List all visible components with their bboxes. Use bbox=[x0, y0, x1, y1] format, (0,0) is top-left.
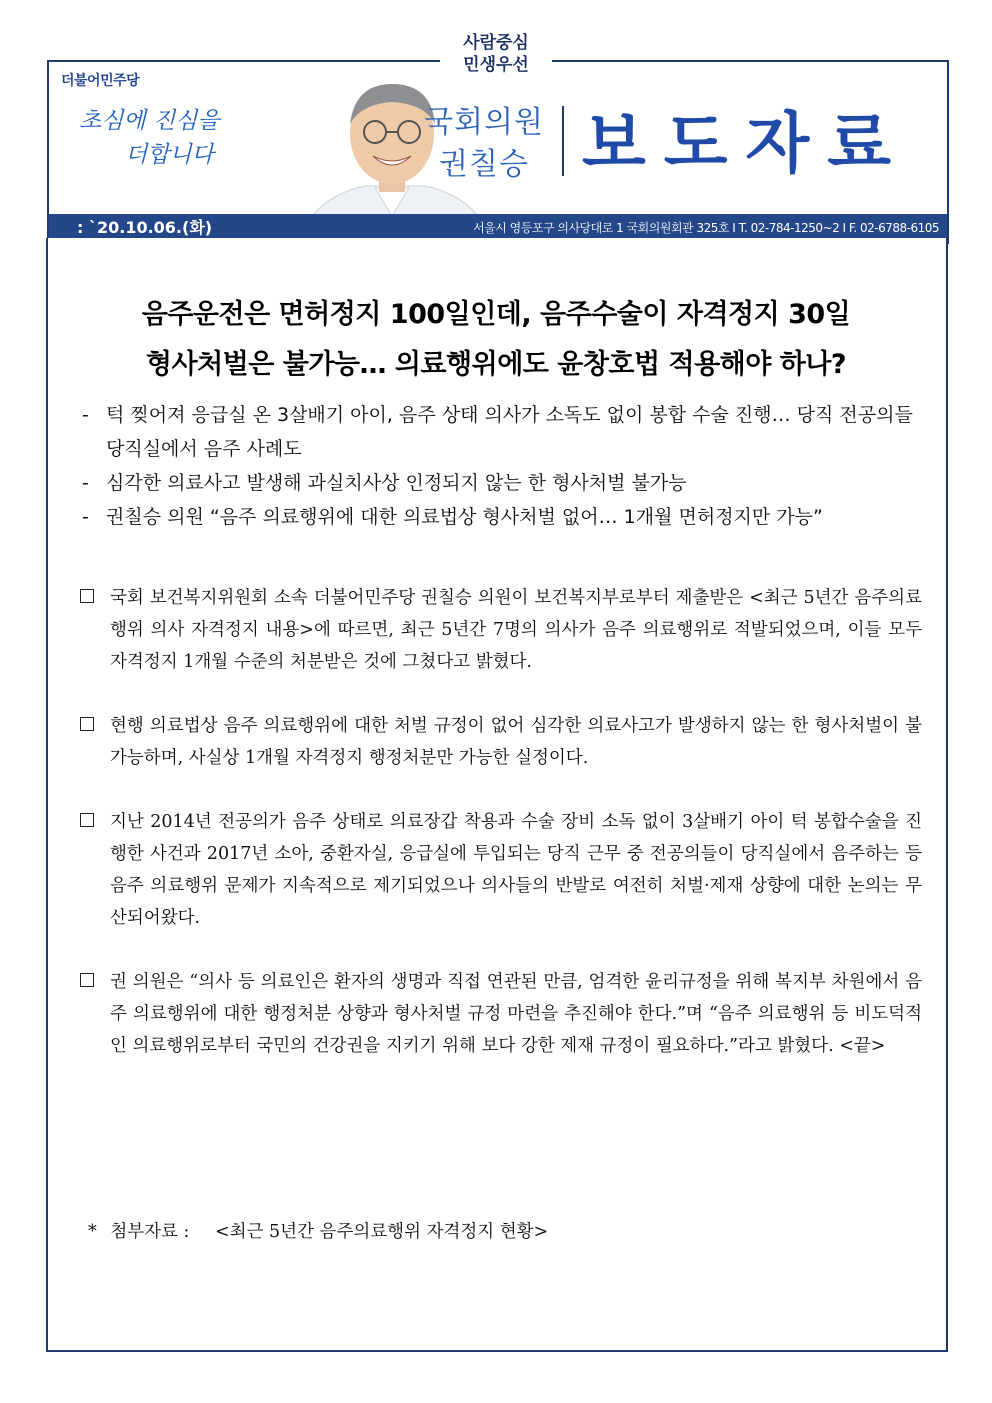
bullet-text: 권칠승 의원 “음주 의료행위에 대한 의료법상 형사처벌 없어… 1개월 면허정지만 가능” bbox=[106, 506, 823, 528]
attachment-text: <최근 5년간 음주의료행위 자격정지 현황> bbox=[215, 1222, 549, 1242]
bullet-text: 턱 찢어져 응급실 온 3살배기 아이, 음주 상태 의사가 소독도 없이 봉합 수술 진행… 당직 전공의들 당직실에서 음주 사례도 bbox=[106, 404, 913, 460]
paragraph-text: 권 의원은 “의사 등 의료인은 환자의 생명과 직접 연관된 만큼, 엄격한 윤리규정을 위해 복지부 차원에서 음주 의료행위에 대한 행정처분 상향과 형사처벌 규정 마련을 추진해야 한다.”며 “음주 의료행위 등 비도덕적인 의료행위로부터 국민의 건강권을 지키기 위해 보다 강한 제재 규정이 필요하다.”라고 밝혔다. <끝> bbox=[110, 972, 922, 1056]
attachment-marker: * bbox=[88, 1222, 97, 1242]
checkbox-bullet-icon bbox=[80, 973, 94, 987]
summary-bullets bbox=[82, 398, 922, 534]
attachment-label: 첨부자료 : bbox=[110, 1222, 190, 1242]
bullet-text: 심각한 의료사고 발생해 과실치사상 인정되지 않는 한 형사처벌 불가능 bbox=[106, 472, 687, 494]
paragraph-text: 현행 의료법상 음주 의료행위에 대한 처벌 규정이 없어 심각한 의료사고가 발생하지 않는 한 형사처벌이 불가능하며, 사실상 1개월 자격정지 행정처분만 가능한 실정이다. bbox=[110, 716, 922, 768]
motto bbox=[440, 32, 552, 76]
office-contact: 서울시 영등포구 의사당대로 1 국회의원회관 325호 I T. 02-784-1250~2 I F. 02-6788-6105 bbox=[473, 221, 939, 235]
body-paragraph bbox=[80, 806, 922, 934]
summary-bullet bbox=[82, 398, 922, 466]
press-release-title: 보도자료 bbox=[582, 105, 910, 182]
header-banner bbox=[47, 60, 949, 244]
member-name: 권칠승 bbox=[439, 147, 529, 182]
paragraph-text: 지난 2014년 전공의가 음주 상태로 의료장갑 착용과 수술 장비 소독 없이 3살배기 아이 턱 봉합수술을 진행한 사건과 2017년 소아, 중환자실, 응급실에 투입되는 당직 근무 중 전공의들이 당직실에서 음주하는 등 음주 의료행위 문제가 지속적으로 제기되었으나 의사들의 반발로 여전히 처벌·제재 상향에 대한 논의는 무산되어왔다. bbox=[110, 812, 922, 928]
slogan-line1: 초심에 진심을 bbox=[79, 108, 220, 134]
summary-bullet bbox=[82, 500, 922, 534]
bullet-dash: - bbox=[82, 472, 89, 494]
body-paragraph bbox=[80, 710, 922, 774]
bullet-dash: - bbox=[82, 404, 89, 426]
bullet-dash: - bbox=[82, 506, 89, 528]
paragraph-text: 국회 보건복지위원회 소속 더불어민주당 권칠승 의원이 보건복지부로부터 제출받은 <최근 5년간 음주의료행위 의사 자격정지 내용>에 따르면, 최근 5년간 7명의 의사가 음주 의료행위로 적발되었으며, 이들 모두 자격정지 1개월 수준의 처분받은 것에 그쳤다고 밝혔다. bbox=[110, 588, 922, 672]
body-paragraph bbox=[80, 582, 922, 678]
headline-line1: 음주운전은 면허정지 100일인데, 음주수술이 자격정지 30일 bbox=[141, 299, 851, 330]
checkbox-bullet-icon bbox=[80, 589, 94, 603]
party-name: 더불어민주당 bbox=[61, 73, 140, 89]
title-divider bbox=[562, 106, 564, 176]
motto-line1: 사람중심 bbox=[463, 33, 529, 53]
checkbox-bullet-icon bbox=[80, 813, 94, 827]
slogan bbox=[79, 104, 269, 172]
member-label: 국회의원 bbox=[424, 105, 544, 140]
motto-line2: 민생우선 bbox=[463, 55, 529, 75]
release-date: : `20.10.06.(화) bbox=[77, 218, 213, 237]
member-title bbox=[414, 102, 554, 186]
body-paragraphs bbox=[80, 582, 922, 1094]
attachment-note bbox=[88, 1218, 548, 1243]
body-paragraph bbox=[80, 966, 922, 1062]
summary-bullet bbox=[82, 466, 922, 500]
slogan-line2: 더합니다 bbox=[125, 142, 214, 168]
checkbox-bullet-icon bbox=[80, 717, 94, 731]
headline-line2: 형사처벌은 불가능… 의료행위에도 윤창호법 적용해야 하나? bbox=[145, 349, 847, 380]
